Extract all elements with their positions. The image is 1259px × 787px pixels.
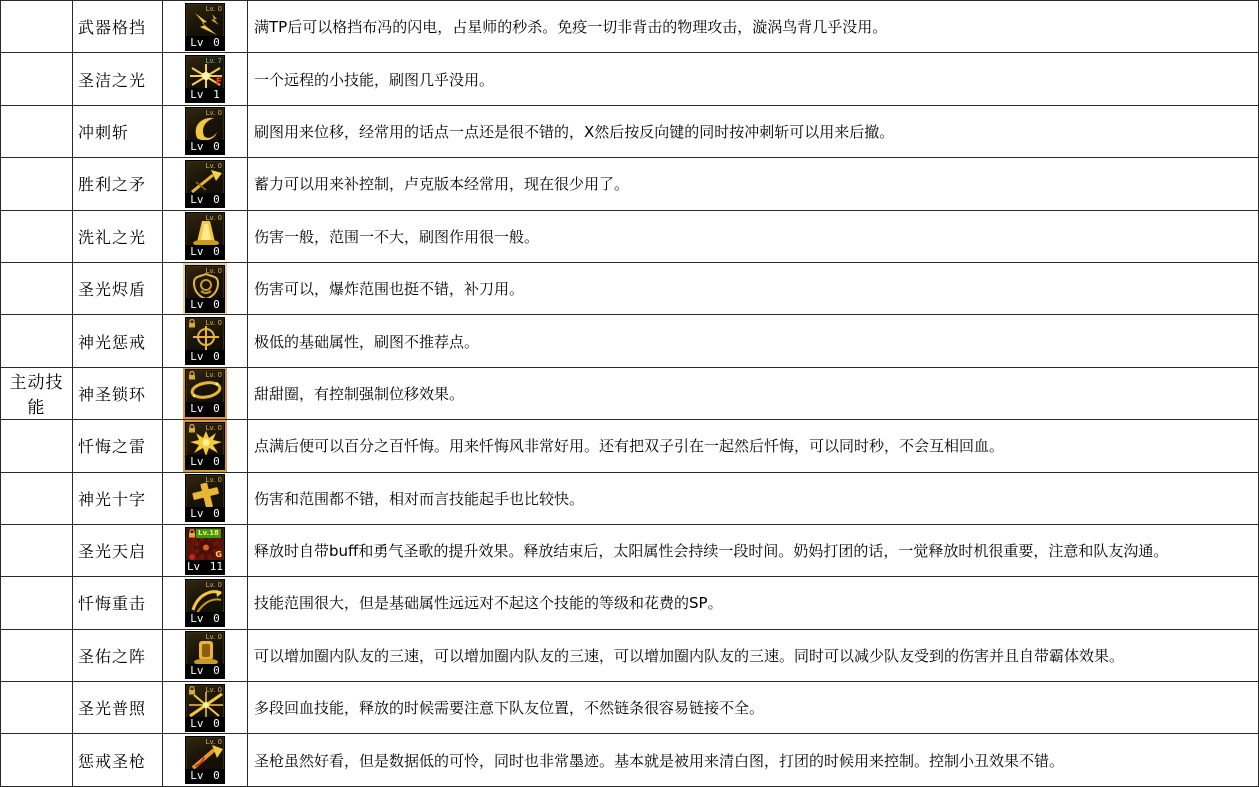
skill-name: 神光十字 — [73, 472, 163, 524]
icon-level-label: Lv 0 — [186, 402, 224, 416]
explosion-icon — [186, 430, 226, 457]
skill-icon — [185, 212, 225, 260]
skill-name: 武器格挡 — [73, 1, 163, 53]
skill-name: 洗礼之光 — [73, 210, 163, 262]
lock-icon — [188, 686, 196, 695]
skill-icon-cell — [163, 629, 248, 681]
icon-top-level-label: Lv. 0 — [205, 214, 222, 223]
icon-level-label: Lv 0 — [186, 769, 224, 783]
g-badge-icon: G — [215, 549, 222, 559]
skill-icon-cell — [163, 524, 248, 576]
category-cell — [1, 734, 73, 787]
table-row — [1, 420, 1259, 472]
table-row — [1, 1, 1259, 53]
icon-top-level-label: Lv. 0 — [205, 738, 222, 747]
f-badge-icon: F — [215, 77, 222, 88]
cross-icon — [186, 482, 226, 509]
table-row — [1, 105, 1259, 157]
icon-level-label: Lv 0 — [186, 507, 224, 521]
lock-icon — [188, 319, 196, 328]
table-row — [1, 682, 1259, 734]
category-cell — [1, 1, 73, 53]
skill-description: 圣枪虽然好看，但是数据低的可怜，同时也非常墨迹。基本就是被用来清白图，打团的时候用来控制。控制小丑效果不错。 — [248, 734, 1259, 787]
icon-level-label: Lv 1 — [186, 88, 224, 102]
icon-top-level-label: Lv. 0 — [205, 423, 222, 432]
table-row — [1, 315, 1259, 367]
icon-level-label: Lv 0 — [186, 612, 224, 626]
category-cell — [1, 262, 73, 314]
icon-top-level-label: Lv. 0 — [205, 685, 222, 694]
icon-top-level-label: Lv. 0 — [205, 371, 222, 380]
skill-name: 神圣锁环 — [73, 367, 163, 419]
skill-description: 释放时自带buff和勇气圣歌的提升效果。释放结束后，太阳属性会持续一段时间。奶妈打团的话，一觉释放时机很重要，注意和队友沟通。 — [248, 524, 1259, 576]
skill-description: 刷图用来位移，经常用的话点一点还是很不错的，X然后按反向键的同时按冲刺斩可以用来后撤。 — [248, 105, 1259, 157]
table-row — [1, 158, 1259, 210]
skill-icon-cell — [163, 105, 248, 157]
skill-icon-cell — [163, 1, 248, 53]
icon-top-level-badge: Lv.18 — [198, 528, 219, 537]
skill-icon-cell — [163, 420, 248, 472]
icon-top-level-label: Lv. 0 — [205, 109, 222, 118]
table-row — [1, 629, 1259, 681]
category-cell — [1, 158, 73, 210]
holy-lance-icon — [186, 744, 226, 771]
skill-description: 多段回血技能，释放的时候需要注意下队友位置，不然链条很容易链接不全。 — [248, 682, 1259, 734]
table-row — [1, 53, 1259, 105]
icon-top-level-label: Lv. 0 — [205, 476, 222, 485]
lock-icon — [188, 371, 196, 380]
table-row — [1, 367, 1259, 419]
skill-description: 满TP后可以格挡布冯的闪电，占星师的秒杀。免疫一切非背击的物理攻击，漩涡鸟背几乎没用。 — [248, 1, 1259, 53]
skill-name: 冲刺斩 — [73, 105, 163, 157]
skill-description: 伤害可以，爆炸范围也挺不错，补刀用。 — [248, 262, 1259, 314]
skill-icon-cell — [163, 472, 248, 524]
skill-icon — [185, 3, 225, 51]
skill-icon — [185, 684, 225, 732]
skill-description: 技能范围很大，但是基础属性远远对不起这个技能的等级和花费的SP。 — [248, 577, 1259, 629]
skill-icon — [185, 631, 225, 679]
skill-name: 圣光烬盾 — [73, 262, 163, 314]
spear-icon — [186, 168, 226, 195]
skill-name: 惩戒圣枪 — [73, 734, 163, 787]
skill-icon — [185, 527, 225, 575]
skill-description: 蓄力可以用来补控制，卢克版本经常用，现在很少用了。 — [248, 158, 1259, 210]
lightning-bolt-icon — [186, 11, 226, 38]
skill-icon — [185, 369, 225, 417]
skill-icon — [185, 736, 225, 784]
icon-top-level-label: Lv. 0 — [205, 319, 222, 328]
table-row — [1, 734, 1259, 787]
icon-top-level-label: Lv. 0 — [205, 633, 222, 642]
icon-level-label: Lv 0 — [186, 455, 224, 469]
table-row — [1, 472, 1259, 524]
icon-level-label: Lv 0 — [186, 36, 224, 50]
category-cell — [1, 53, 73, 105]
icon-level-label: Lv 0 — [186, 193, 224, 207]
skill-name: 圣洁之光 — [73, 53, 163, 105]
skill-icon-cell — [163, 734, 248, 787]
lock-icon — [188, 529, 196, 538]
skill-icon-cell — [163, 210, 248, 262]
skill-icon-cell — [163, 367, 248, 419]
light-pillar-icon — [186, 220, 226, 247]
skill-icon — [185, 317, 225, 365]
skill-icon — [185, 422, 225, 470]
skill-description: 点满后便可以百分之百忏悔。用来忏悔风非常好用。还有把双子引在一起然后忏悔，可以同时秒，不会互相回血。 — [248, 420, 1259, 472]
skill-icon-cell — [163, 53, 248, 105]
table-row — [1, 210, 1259, 262]
skill-description: 极低的基础属性，刷图不推荐点。 — [248, 315, 1259, 367]
skill-name: 圣佑之阵 — [73, 629, 163, 681]
skill-name: 神光惩戒 — [73, 315, 163, 367]
skill-icon — [185, 55, 225, 103]
icon-top-level-label: Lv. 7 — [205, 57, 222, 66]
light-rays-icon — [186, 692, 226, 719]
skill-icon — [185, 265, 225, 313]
skill-icon-cell — [163, 262, 248, 314]
icon-level-label: Lv 0 — [186, 350, 224, 364]
category-cell — [1, 577, 73, 629]
shield-emblem-icon — [186, 273, 226, 300]
icon-level-label: Lv 0 — [186, 717, 224, 731]
lock-icon — [188, 424, 196, 433]
skill-name: 圣光天启 — [73, 524, 163, 576]
icon-top-level-label: Lv. 0 — [205, 161, 222, 170]
icon-level-label: Lv 0 — [186, 245, 224, 259]
table-row — [1, 262, 1259, 314]
skill-name: 忏悔之雷 — [73, 420, 163, 472]
skill-name: 圣光普照 — [73, 682, 163, 734]
swirl-slash-icon — [186, 587, 226, 614]
category-cell — [1, 210, 73, 262]
icon-top-level-label: Lv. 0 — [205, 4, 222, 13]
skill-icon — [185, 160, 225, 208]
icon-top-level-label: Lv. 0 — [205, 266, 222, 275]
ring-cross-icon — [186, 325, 226, 352]
skill-icon-cell — [163, 158, 248, 210]
category-cell — [1, 472, 73, 524]
category-cell — [1, 315, 73, 367]
icon-level-label: Lv 0 — [186, 664, 224, 678]
table-row — [1, 577, 1259, 629]
icon-level-label: Lv 0 — [186, 140, 224, 154]
skill-description: 一个远程的小技能，刷图几乎没用。 — [248, 53, 1259, 105]
category-cell — [1, 420, 73, 472]
skill-description: 伤害和范围都不错，相对而言技能起手也比较快。 — [248, 472, 1259, 524]
category-cell — [1, 105, 73, 157]
category-cell — [1, 682, 73, 734]
skill-icon — [185, 107, 225, 155]
category-label: 主动技能 — [1, 367, 73, 419]
skill-icon-cell — [163, 315, 248, 367]
category-cell — [1, 524, 73, 576]
table-row — [1, 524, 1259, 576]
totem-icon — [186, 639, 226, 666]
icon-level-label: Lv 11 — [186, 559, 224, 573]
skill-description: 可以增加圈内队友的三速，可以增加圈内队友的三速，可以增加圈内队友的三速。同时可以减少队友受到的伤害并且自带霸体效果。 — [248, 629, 1259, 681]
skill-name: 忏悔重击 — [73, 577, 163, 629]
category-cell — [1, 629, 73, 681]
icon-level-label: Lv 0 — [186, 298, 224, 312]
skill-icon-cell — [163, 577, 248, 629]
skill-name: 胜利之矛 — [73, 158, 163, 210]
skill-icon-cell — [163, 682, 248, 734]
skill-description: 伤害一般，范围一不大，刷图作用很一般。 — [248, 210, 1259, 262]
skill-icon — [185, 474, 225, 522]
skill-icon — [185, 579, 225, 627]
crescent-slash-icon — [186, 115, 226, 142]
ring-icon — [186, 377, 226, 404]
icon-top-level-label: Lv. 0 — [205, 580, 222, 589]
skill-description: 甜甜圈，有控制强制位移效果。 — [248, 367, 1259, 419]
